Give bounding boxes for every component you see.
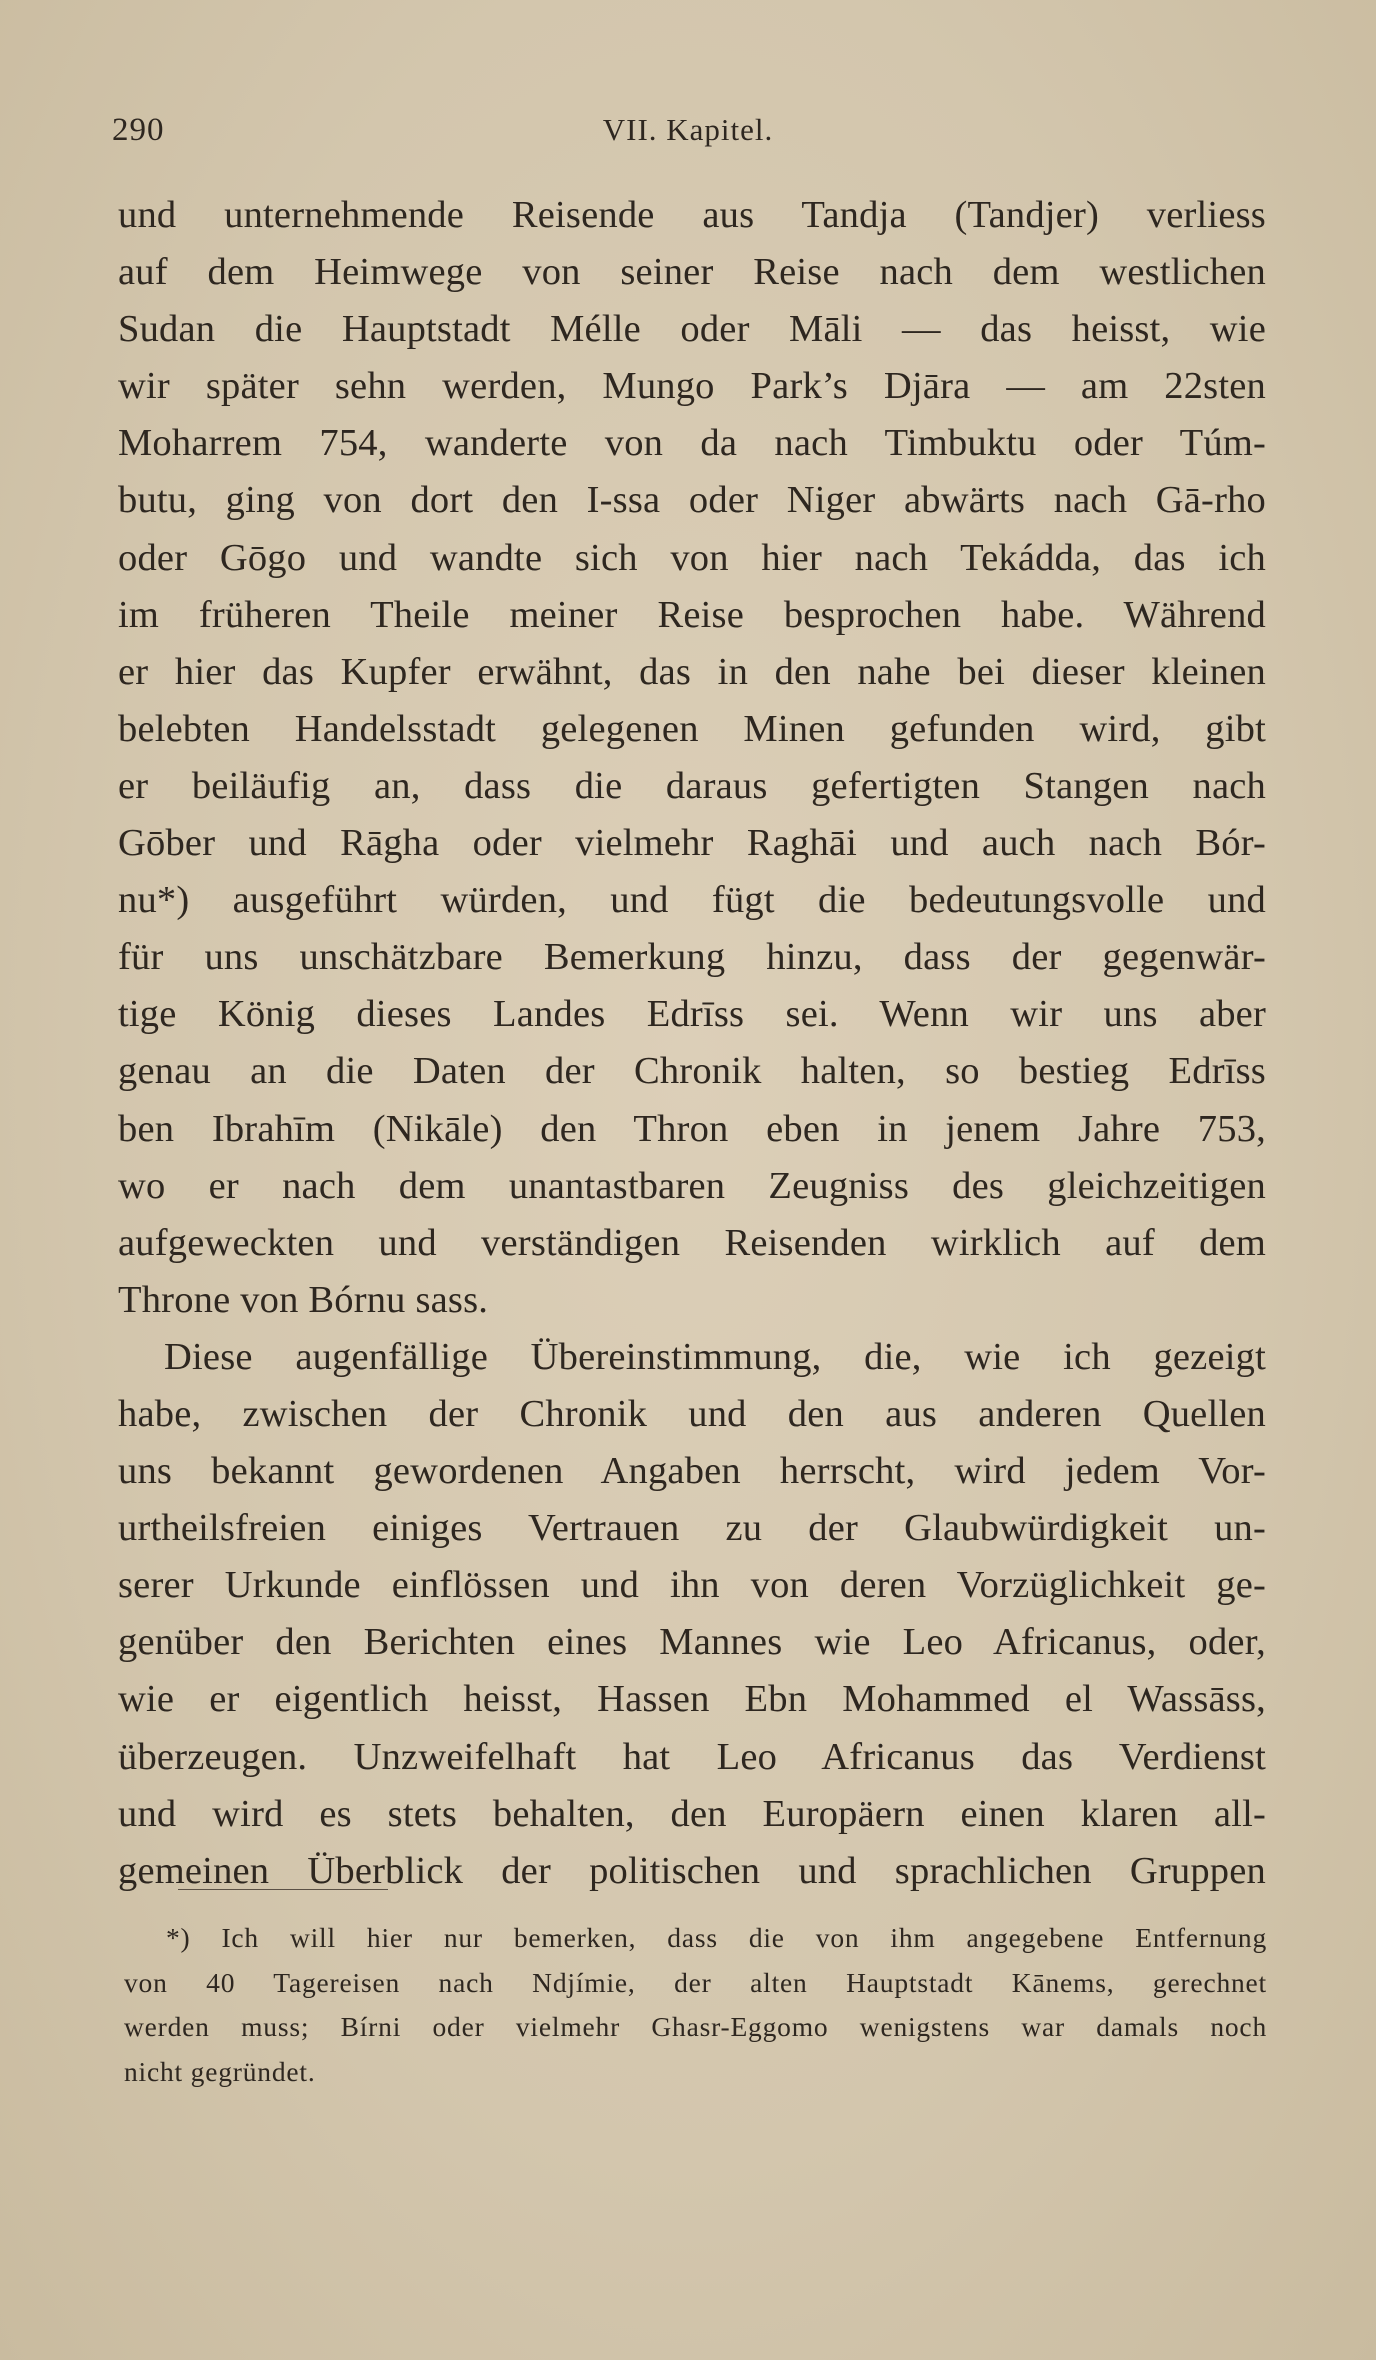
text-line: wo er nach dem unantastbaren Zeugniss des gleichzeitigen <box>118 1164 1266 1207</box>
text-line: aufgeweckten und verständigen Reisenden wirklich auf dem <box>118 1221 1266 1264</box>
text-line: er hier das Kupfer erwähnt, das in den nahe bei dieser kleinen <box>118 650 1266 693</box>
text-line: Moharrem 754, wanderte von da nach Timbuktu oder Túm- <box>118 422 1266 465</box>
text-line: Sudan die Hauptstadt Mélle oder Māli — das heisst, wie <box>118 308 1266 351</box>
text-line: tige König dieses Landes Edrīss sei. Wenn wir uns aber <box>118 993 1266 1036</box>
footnote-line: von 40 Tagereisen nach Ndjímie, der alten Hauptstadt Kānems, gerechnet <box>124 1966 1267 1998</box>
text-line: habe, zwischen der Chronik und den aus anderen Quellen <box>118 1392 1266 1435</box>
text-line: nu*) ausgeführt würden, und fügt die bedeutungsvolle und <box>118 879 1266 922</box>
text-line: überzeugen. Unzweifelhaft hat Leo Africanus das Verdienst <box>118 1735 1266 1778</box>
text-line: im früheren Theile meiner Reise besprochen habe. Während <box>118 593 1266 636</box>
text-line: uns bekannt gewordenen Angaben herrscht, wird jedem Vor- <box>118 1450 1266 1493</box>
text-line: serer Urkunde einflössen und ihn von deren Vorzüglichkeit ge- <box>118 1564 1266 1607</box>
footnote-line: werden muss; Bírni oder vielmehr Ghasr-Eggomo wenigstens war damals noch <box>124 2011 1267 2042</box>
page-header <box>112 112 1264 160</box>
text-line: belebten Handelsstadt gelegenen Minen gefunden wird, gibt <box>118 707 1266 750</box>
text-line: genau an die Daten der Chronik halten, so bestieg Edrīss <box>118 1050 1266 1093</box>
footnote-line: *) Ich will hier nur bemerken, dass die von ihm angegebene Entfernung <box>166 1922 1267 1953</box>
footnote-divider <box>178 1889 388 1890</box>
body-text <box>118 187 1266 1900</box>
text-line: gemeinen Überblick der politischen und sprachlichen Gruppen <box>118 1849 1266 1892</box>
text-line: ben Ibrahīm (Nikāle) den Thron eben in jenem Jahre 753, <box>118 1107 1266 1150</box>
page-number: 290 <box>112 112 165 148</box>
text-line: genüber den Berichten eines Mannes wie Leo Africanus, oder, <box>118 1621 1266 1664</box>
paragraph-start-line: Diese augenfällige Übereinstimmung, die, wie ich gezeigt <box>164 1335 1266 1378</box>
text-line: butu, ging von dort den I-ssa oder Niger abwärts nach Gā-rho <box>118 479 1266 522</box>
text-line: für uns unschätzbare Bemerkung hinzu, dass der gegenwär- <box>118 936 1266 979</box>
text-line: Gōber und Rāgha oder vielmehr Raghāi und auch nach Bór- <box>118 822 1266 865</box>
text-line: urtheilsfreien einiges Vertrauen zu der Glaubwürdigkeit un- <box>118 1507 1266 1550</box>
paragraph-end-line: Throne von Bórnu sass. <box>118 1278 489 1321</box>
text-line: auf dem Heimwege von seiner Reise nach dem westlichen <box>118 251 1266 294</box>
text-line: wir später sehn werden, Mungo Park’s Djāra — am 22sten <box>118 365 1266 408</box>
text-line: wie er eigentlich heisst, Hassen Ebn Mohammed el Wassāss, <box>118 1678 1266 1721</box>
footnote <box>124 1916 1267 2094</box>
footnote-line: nicht gegründet. <box>124 2055 316 2087</box>
text-line: oder Gōgo und wandte sich von hier nach Tekádda, das ich <box>118 536 1266 579</box>
text-line: und wird es stets behalten, den Europäern einen klaren all- <box>118 1792 1266 1835</box>
running-title: VII. Kapitel. <box>602 112 774 147</box>
text-line: und unternehmende Reisende aus Tandja (Tandjer) verliess <box>118 194 1266 236</box>
text-line: er beiläufig an, dass die daraus gefertigten Stangen nach <box>118 764 1266 807</box>
